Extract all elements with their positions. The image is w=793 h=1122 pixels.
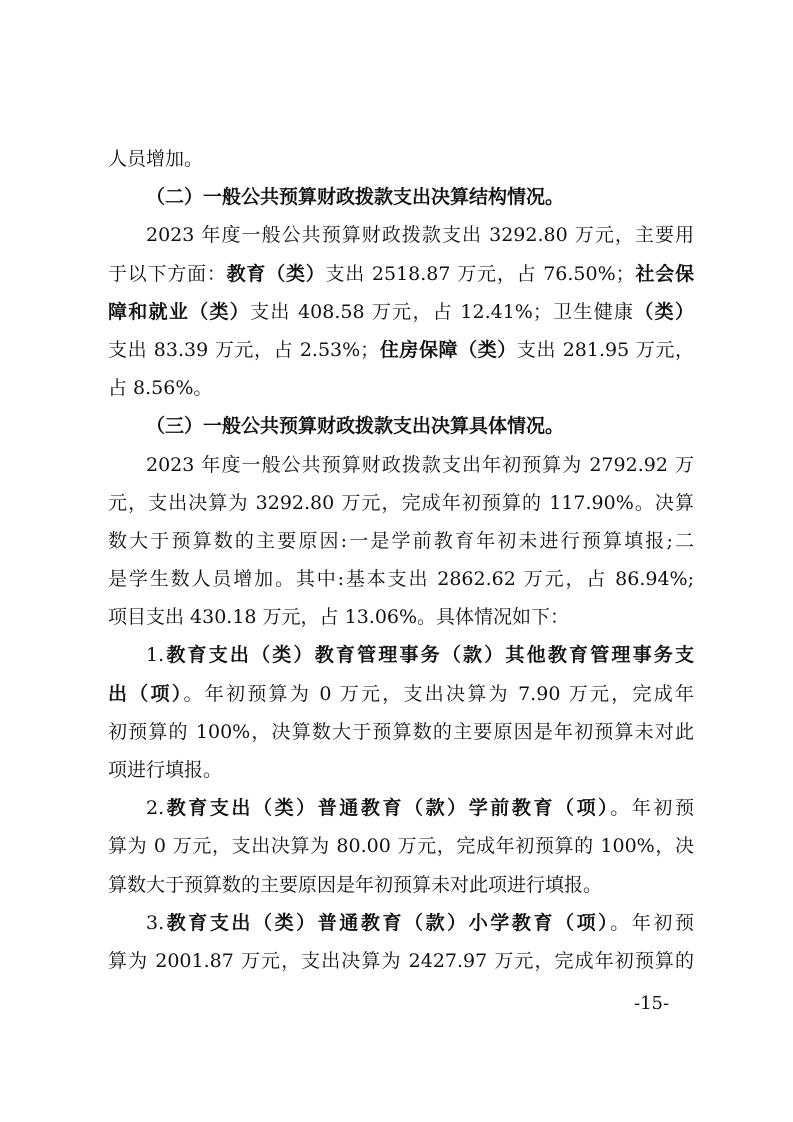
text-run: 2023 年度一般公共预算财政拨款支出 3292.80 万元，主要用 (146, 224, 694, 247)
item-number: 1. (146, 644, 165, 667)
text-line (108, 904, 694, 942)
bold-term: 障和就业（类） (108, 300, 251, 323)
text-run: 元，支出决算为 3292.80 万元，完成年初预算的 117.90%。决算 (108, 491, 694, 514)
text-line (108, 789, 694, 827)
text-line (108, 293, 694, 331)
page-number: -15- (634, 993, 670, 1014)
bold-term: 教育（类） (226, 262, 326, 285)
text-line (108, 751, 694, 789)
bold-term: 出（项） (108, 682, 184, 705)
text-line (108, 369, 694, 407)
text-line (108, 522, 694, 560)
text-line (108, 866, 694, 904)
text-run: 初预算的 100%，决算数大于预算数的主要原因是年初预算未对此 (108, 720, 694, 743)
text-run: 支出 408.58 万元，占 12.41%；卫生健康 (250, 300, 635, 323)
text-line (108, 140, 694, 178)
text-line (108, 598, 694, 636)
bold-term: 教育支出（类）普通教育（款）学前教育（项） (164, 797, 611, 820)
item-number: 3. (146, 911, 165, 934)
text-run: 算为 0 万元，支出决算为 80.00 万元，完成年初预算的 100%，决 (108, 835, 694, 858)
text-run: 于以下方面： (108, 262, 227, 285)
text-line (108, 331, 694, 369)
item-number: 2. (146, 797, 165, 820)
text-line (108, 255, 694, 293)
text-line (108, 942, 694, 980)
text-line (108, 560, 694, 598)
text-run: （三）一般公共预算财政拨款支出决算具体情况。 (146, 415, 565, 438)
section-heading (108, 407, 694, 445)
text-run: 是学生数人员增加。其中:基本支出 2862.62 万元，占 86.94%; (108, 568, 694, 591)
text-line (108, 216, 694, 254)
bold-term: 教育支出（类）教育管理事务（款）其他教育管理事务支 (164, 644, 694, 667)
bold-term: 社会保 (634, 262, 694, 285)
bold-term: （类） (634, 300, 694, 323)
text-run: 项进行填报。 (108, 759, 223, 781)
text-run: 占 8.56%。 (108, 377, 213, 400)
text-line (108, 636, 694, 674)
bold-term: 教育支出（类）普通教育（款）小学教育（项） (164, 911, 611, 934)
text-run: 算数大于预算数的主要原因是年初预算未对此项进行填报。 (108, 873, 603, 896)
text-line (108, 713, 694, 751)
section-heading (108, 178, 694, 216)
text-line (108, 484, 694, 522)
text-line (108, 827, 694, 865)
text-run: 。年初预 (610, 911, 694, 934)
text-run: 支出 281.95 万元， (516, 338, 694, 361)
text-run: 2023 年度一般公共预算财政拨款支出年初预算为 2792.92 万 (146, 453, 694, 476)
text-run: 支出 2518.87 万元，占 76.50%； (325, 262, 635, 285)
document-page (108, 140, 694, 980)
text-line (108, 675, 694, 713)
text-run: 人员增加。 (108, 148, 204, 170)
text-run: 算为 2001.87 万元，支出决算为 2427.97 万元，完成年初预算的 (108, 949, 694, 972)
text-run: 。年初预算为 0 万元，支出决算为 7.90 万元，完成年 (183, 682, 694, 705)
text-run: 数大于预算数的主要原因:一是学前教育年初未进行预算填报;二 (108, 529, 694, 552)
text-run: 项目支出 430.18 万元，占 13.06%。具体情况如下： (108, 606, 570, 629)
bold-term: 住房保障（类） (379, 338, 517, 361)
text-run: 。年初预 (610, 797, 694, 820)
text-run: （二）一般公共预算财政拨款支出决算结构情况。 (146, 186, 565, 209)
text-line (108, 446, 694, 484)
text-run: 支出 83.39 万元，占 2.53%； (108, 338, 380, 361)
